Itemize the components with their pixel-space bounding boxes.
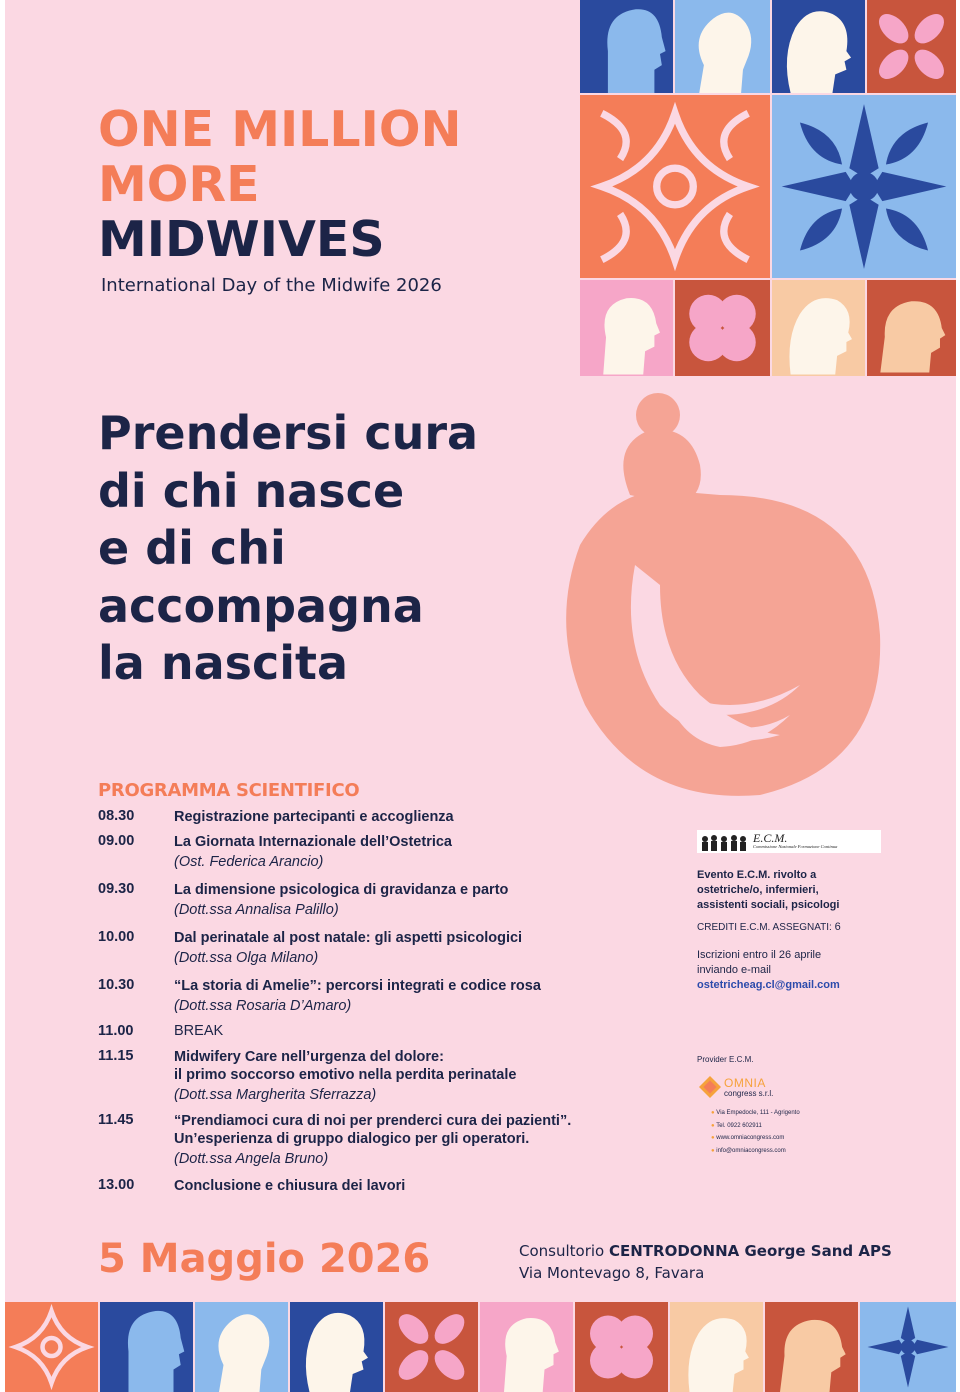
pattern-tile-orange [580, 95, 770, 278]
flower-tile [385, 1302, 478, 1392]
headline-line: accompagna [98, 578, 424, 633]
ecm-logo-title: E.C.M. [753, 831, 788, 845]
item-title: “La storia di Amelie”: percorsi integrati e codice rosa [174, 978, 541, 994]
item-time: 11.00 [98, 1023, 134, 1039]
item-title: Conclusione e chiusura dei lavori [174, 1178, 406, 1194]
woman-profile-tile [100, 1302, 193, 1392]
pattern-tile-blue [860, 1302, 956, 1392]
programme-item [98, 1177, 658, 1202]
item-time: 11.45 [98, 1112, 134, 1128]
item-time: 13.00 [98, 1177, 135, 1193]
programme-item [98, 808, 658, 833]
web-icon: ● [711, 1135, 715, 1142]
woman-profile-tile [670, 1302, 763, 1392]
ecm-credits [697, 921, 841, 933]
programme-item [98, 1112, 658, 1177]
credits-label: CREDITI E.C.M. ASSEGNATI: [697, 922, 832, 933]
headline-line: di chi nasce [98, 463, 405, 518]
woman-profile-tile [675, 0, 770, 93]
programme-heading: PROGRAMMA SCIENTIFICO [98, 780, 360, 801]
headline-line: Prendersi cura [98, 406, 479, 460]
omnia-logo-block [697, 1074, 847, 1164]
programme-item [98, 833, 658, 881]
ecm-people-icon [699, 831, 749, 853]
venue-address: Via Montevago 8, Favara [519, 1264, 705, 1282]
signup-line: inviando e-mail [697, 964, 771, 976]
programme-item [98, 977, 658, 1023]
woman-profile-tile [765, 1302, 858, 1392]
item-time: 09.00 [98, 833, 135, 849]
item-title-cont: il primo soccorso emotivo nella perdita perinatale [174, 1067, 517, 1083]
headline-line: la nascita [98, 636, 349, 690]
item-speaker: (Dott.ssa Angela Bruno) [174, 1151, 329, 1167]
item-speaker: (Dott.ssa Olga Milano) [174, 950, 319, 966]
item-title: La dimensione psicologica di gravidanza e parto [174, 882, 509, 898]
woman-profile-tile [580, 280, 673, 376]
omnia-sub: congress s.r.l. [724, 1089, 774, 1098]
item-title: BREAK [174, 1023, 224, 1039]
venue-prefix: Consultorio [519, 1242, 609, 1260]
item-speaker: (Dott.ssa Annalisa Palillo) [174, 902, 339, 918]
programme-item [98, 1023, 658, 1048]
mother-baby-illustration [550, 385, 890, 805]
item-time: 11.15 [98, 1048, 134, 1064]
item-time: 09.30 [98, 881, 135, 897]
signup-email-link[interactable]: ostetricheag.cl@gmail.com [697, 979, 840, 991]
provider-label: Provider E.C.M. [697, 1055, 754, 1064]
omnia-phone: Tel. 0922 602911 [716, 1122, 762, 1129]
item-speaker: (Ost. Federica Arancio) [174, 854, 324, 870]
header-line-3: MIDWIVES [98, 211, 385, 268]
item-time: 10.30 [98, 977, 135, 993]
ecm-event-line: assistenti sociali, psicologi [697, 899, 840, 911]
poster [5, 0, 956, 1392]
location-icon: ● [711, 1110, 715, 1116]
headline-line: e di chi [98, 521, 286, 575]
omnia-mail[interactable]: info@omniacongress.com [716, 1147, 786, 1154]
phone-icon: ● [711, 1122, 715, 1129]
item-title-cont: Un’esperienza di gruppo dialogico per gli operatori. [174, 1131, 530, 1147]
headline [98, 405, 578, 693]
ecm-logo-subtitle: Commissione Nazionale Formazione Continua [753, 844, 838, 849]
programme-item [98, 1048, 658, 1112]
item-title: La Giornata Internazionale dell’Ostetrica [174, 834, 452, 850]
item-title: Dal perinatale al post natale: gli aspetti psicologici [174, 930, 523, 946]
woman-profile-tile [580, 0, 673, 93]
item-title: “Prendiamoci cura di noi per prenderci cura dei pazienti”. [174, 1113, 572, 1129]
omnia-name: OMNIA [724, 1076, 766, 1090]
woman-profile-tile [480, 1302, 573, 1392]
woman-profile-tile [772, 0, 865, 93]
omnia-web[interactable]: www.omniacongress.com [716, 1135, 785, 1142]
venue [519, 1240, 892, 1284]
ecm-logo [697, 830, 881, 853]
omnia-contacts [711, 1107, 800, 1157]
omnia-address: Via Empedocle, 111 - Agrigento [716, 1110, 800, 1116]
mail-icon: ● [711, 1147, 715, 1154]
flower-tile [575, 1302, 668, 1392]
item-speaker: (Dott.ssa Rosaria D’Amaro) [174, 998, 352, 1014]
item-title: Midwifery Care nell’urgenza del dolore: [174, 1049, 444, 1065]
item-speaker: (Dott.ssa Margherita Sferrazza) [174, 1087, 377, 1103]
ecm-event-text [697, 868, 897, 913]
woman-profile-tile [867, 280, 956, 376]
signup-line: Iscrizioni entro il 26 aprile [697, 949, 822, 961]
omnia-logo-icon [699, 1076, 721, 1098]
woman-profile-tile [290, 1302, 383, 1392]
programme-item [98, 881, 658, 929]
ecm-event-line: ostetriche/o, infermieri, [697, 884, 819, 896]
header-subtitle: International Day of the Midwife 2026 [101, 275, 442, 296]
programme-item [98, 929, 658, 977]
event-date: 5 Maggio 2026 [98, 1236, 431, 1282]
credits-value: 6 [834, 921, 841, 933]
woman-profile-tile [772, 280, 865, 376]
item-time: 08.30 [98, 808, 135, 824]
item-time: 10.00 [98, 929, 135, 945]
ecm-signup [697, 948, 897, 993]
header-line-1: ONE MILLION [98, 101, 462, 158]
programme-list [98, 808, 658, 1202]
venue-name: CENTRODONNA George Sand APS [609, 1242, 892, 1260]
item-title: Registrazione partecipanti e accoglienza [174, 809, 454, 825]
pattern-tile-blue [772, 95, 956, 278]
woman-profile-tile [195, 1302, 288, 1392]
flower-tile [867, 0, 956, 93]
pattern-tile-orange [5, 1302, 98, 1392]
header-line-2: MORE [98, 156, 260, 213]
flower-tile [675, 280, 770, 376]
ecm-event-line: Evento E.C.M. rivolto a [697, 869, 817, 881]
